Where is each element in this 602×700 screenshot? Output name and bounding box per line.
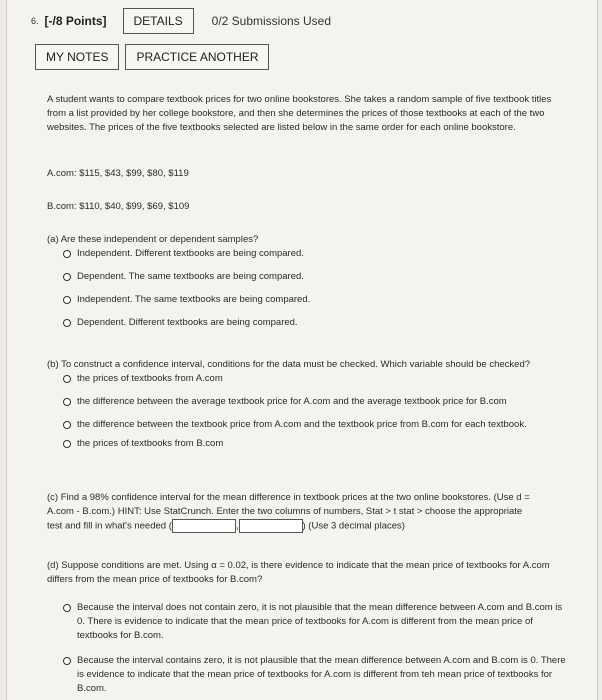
part-c	[47, 491, 572, 534]
submissions-used: 0/2 Submissions Used	[211, 14, 332, 28]
radio-button[interactable]	[63, 398, 71, 406]
ci-lower-input[interactable]	[172, 519, 236, 533]
intro-text: A student wants to compare textbook prices for two online bookstores. She takes a random sample of five textbook titles from a list provided by her college bookstore, and then she determines the prices of those textbooks at each of the two websites. The prices of the five textbooks selected are listed below in the same order for each online bookstore.	[47, 94, 552, 133]
radio-button[interactable]	[63, 657, 71, 665]
radio-button[interactable]	[63, 421, 71, 429]
question-page	[6, 0, 598, 700]
part-d-option-1[interactable]: Because the interval does not contain zero, it is not plausible that the mean difference between A.com and B.com is 0. There is evidence to indicate that the mean price of textbooks for A.com is different from the mean price of textbooks for B.com.	[63, 601, 572, 643]
part-b	[47, 358, 572, 451]
part-a-option-1[interactable]: Independent. Different textbooks are being compared.	[63, 247, 572, 261]
question-header	[31, 8, 331, 34]
part-a-question: (a) Are these independent or dependent samples?	[47, 234, 259, 245]
part-b-question: (b) To construct a confidence interval, conditions for the data must be checked. Which variable should be checked?	[47, 359, 531, 370]
radio-button[interactable]	[63, 250, 71, 258]
radio-button[interactable]	[63, 604, 71, 612]
part-c-line-2: A.com - B.com.) HINT: Use StatCrunch. Enter the two columns of numbers, Stat > t stat > choose the appropriate	[47, 506, 523, 517]
part-b-option-2[interactable]: the difference between the average textbook price for A.com and the average textbook price for B.com	[63, 395, 572, 409]
part-d-question: (d) Suppose conditions are met. Using α = 0.02, is there evidence to indicate that the mean price of textbooks for A.com differs from the mean price of textbooks for B.com?	[47, 560, 550, 585]
details-button[interactable]: DETAILS	[123, 8, 194, 34]
question-number: 6.	[31, 16, 39, 26]
part-c-line-1: (c) Find a 98% confidence interval for the mean difference in textbook prices at the two online bookstores. (Use d =	[47, 492, 530, 503]
practice-another-button[interactable]: PRACTICE ANOTHER	[125, 44, 269, 70]
radio-button[interactable]	[63, 375, 71, 383]
points-label: [-/8 Points]	[44, 14, 107, 28]
part-c-line-3: test and fill in what's needed ( , ) (Use 3 decimal places)	[47, 520, 405, 532]
ci-upper-input[interactable]	[239, 519, 303, 533]
part-b-option-1[interactable]: the prices of textbooks from A.com	[63, 372, 572, 386]
part-a-option-2[interactable]: Dependent. The same textbooks are being compared.	[63, 270, 572, 284]
acom-prices: A.com: $115, $43, $99, $80, $119	[47, 168, 189, 179]
part-a-option-4[interactable]: Dependent. Different textbooks are being compared.	[63, 316, 572, 330]
radio-button[interactable]	[63, 319, 71, 327]
part-a-option-3[interactable]: Independent. The same textbooks are being compared.	[63, 293, 572, 307]
part-b-option-3[interactable]: the difference between the textbook price from A.com and the textbook price from B.com for each textbook.	[63, 418, 572, 432]
radio-button[interactable]	[63, 273, 71, 281]
part-d	[47, 559, 572, 696]
part-a	[47, 233, 572, 330]
bcom-prices: B.com: $110, $40, $99, $69, $109	[47, 201, 190, 212]
radio-button[interactable]	[63, 296, 71, 304]
part-d-option-2[interactable]: Because the interval contains zero, it is not plausible that the mean difference between A.com and B.com is 0. There is evidence to indicate that the mean price of textbooks for A.com is different from teh mean price of textbooks for B.com.	[63, 654, 572, 696]
action-buttons	[35, 44, 269, 70]
question-intro	[47, 93, 567, 135]
part-b-option-4[interactable]: the prices of textbooks from B.com	[63, 437, 572, 451]
radio-button[interactable]	[63, 440, 71, 448]
my-notes-button[interactable]: MY NOTES	[35, 44, 119, 70]
